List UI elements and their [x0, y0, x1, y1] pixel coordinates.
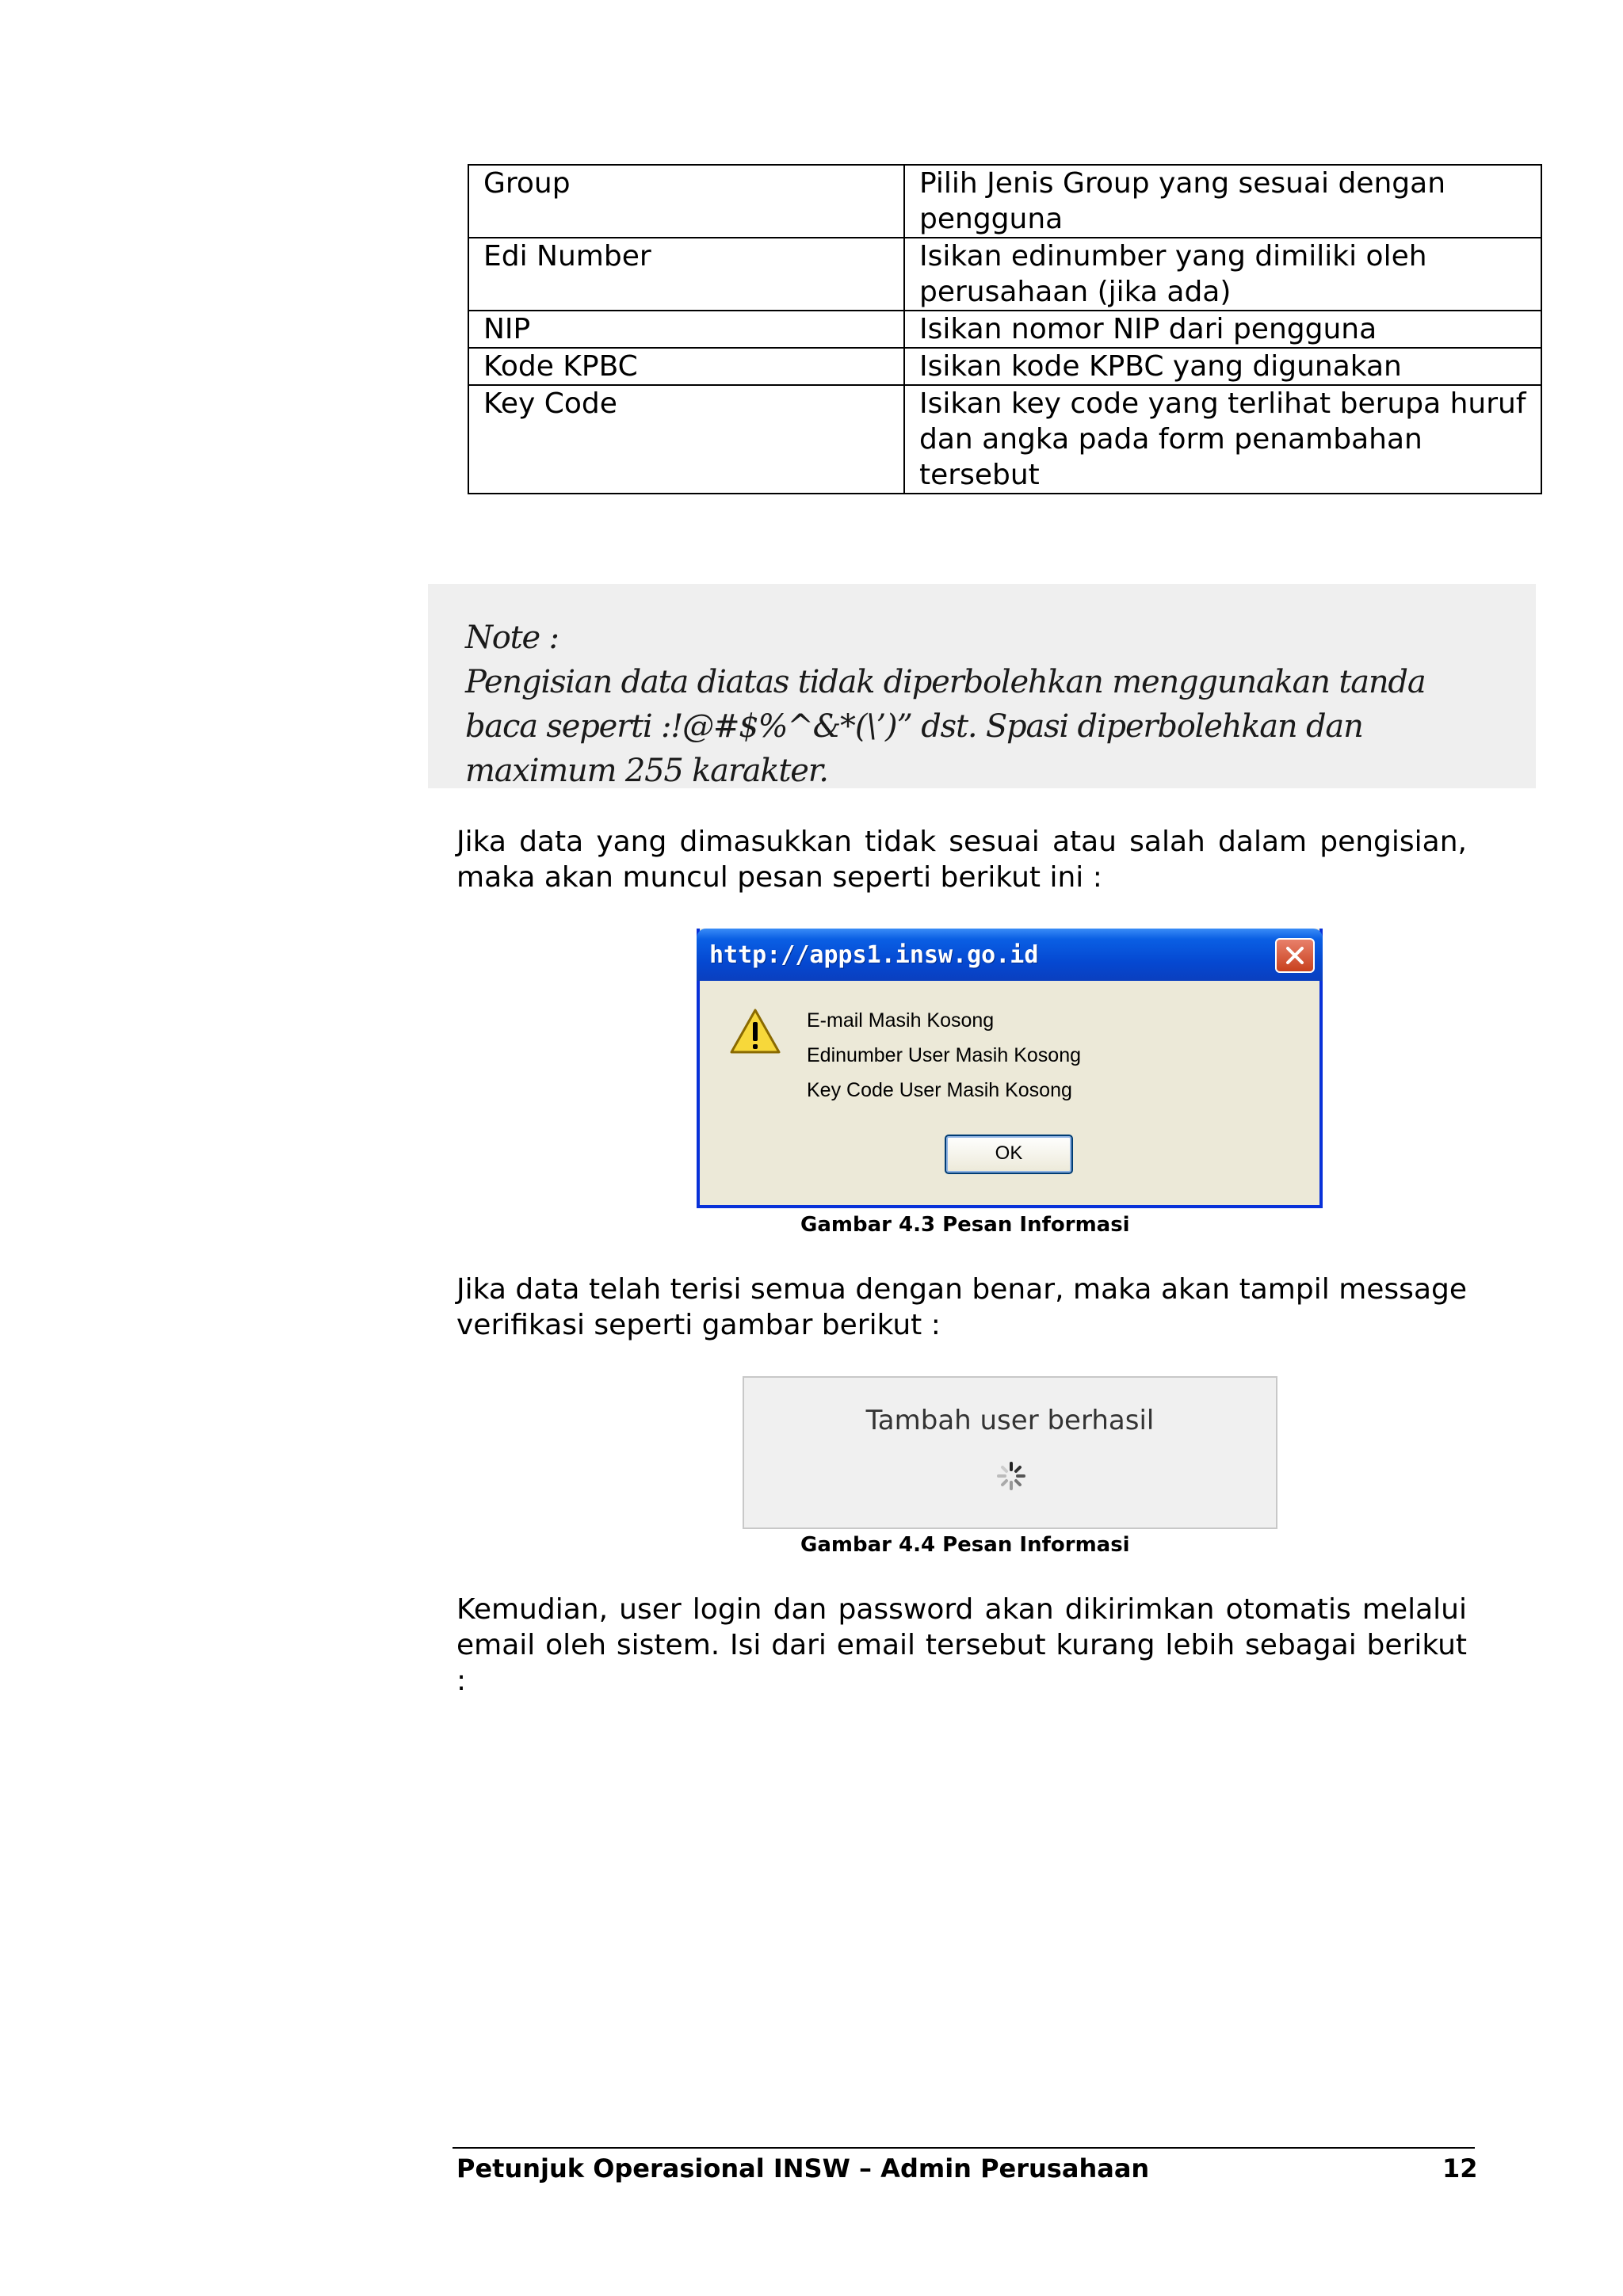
dialog-title: http://apps1.insw.go.id: [709, 941, 1039, 969]
dialog-titlebar: [697, 929, 1323, 981]
field-table: [468, 164, 1542, 494]
close-button[interactable]: [1275, 938, 1315, 973]
field-description: Isikan nomor NIP dari pengguna: [904, 311, 1541, 348]
toast-message: Tambah user berhasil: [865, 1405, 1155, 1436]
field-name: Kode KPBC: [468, 348, 904, 385]
dialog-message: Edinumber User Masih Kosong: [807, 1044, 1081, 1066]
field-name: Key Code: [468, 385, 904, 494]
field-name: Group: [468, 165, 904, 238]
loading-spinner-icon: [996, 1461, 1026, 1491]
field-description: Pilih Jenis Group yang sesuai dengan pengguna: [904, 165, 1541, 238]
field-description: Isikan kode KPBC yang digunakan: [904, 348, 1541, 385]
message-dialog: [697, 929, 1323, 1208]
invalid-data-paragraph: Jika data yang dimasukkan tidak sesuai atau salah dalam pengisian, maka akan muncul pesan seperti berikut ini :: [456, 826, 1467, 894]
valid-data-paragraph: Jika data telah terisi semua dengan benar, maka akan tampil message verifikasi seperti gambar berikut :: [456, 1273, 1467, 1341]
table-row: [468, 385, 1541, 494]
figure-caption: Gambar 4.3 Pesan Informasi: [800, 1213, 1130, 1237]
footer-divider: [453, 2147, 1475, 2149]
note-body: Pengisian data diatas tidak diperbolehkan menggunakan tanda baca seperti :!@#$%^&*(\’)” dst. Spasi diperbolehkan dan maximum 255 karakter.: [465, 664, 1426, 789]
table-row: [468, 238, 1541, 311]
ok-button[interactable]: OK: [945, 1135, 1073, 1174]
footer-title: Petunjuk Operasional INSW – Admin Perusahaan: [456, 2153, 1150, 2183]
table-row: [468, 348, 1541, 385]
field-description: Isikan edinumber yang dimiliki oleh perusahaan (jika ada): [904, 238, 1541, 311]
field-name: Edi Number: [468, 238, 904, 311]
success-toast: [743, 1376, 1277, 1529]
note-heading: Note :: [465, 620, 559, 656]
field-description: Isikan key code yang terlihat berupa huruf dan angka pada form penambahan tersebut: [904, 385, 1541, 494]
table-row: [468, 165, 1541, 238]
warning-icon: [729, 1008, 781, 1055]
dialog-message: Key Code User Masih Kosong: [807, 1079, 1072, 1101]
email-paragraph: Kemudian, user login dan password akan dikirimkan otomatis melalui email oleh sistem. Isi dari email tersebut kurang lebih sebagai berikut :: [456, 1593, 1467, 1697]
dialog-message: E-mail Masih Kosong: [807, 1009, 995, 1032]
note-box: [428, 584, 1536, 788]
figure-caption: Gambar 4.4 Pesan Informasi: [800, 1533, 1130, 1557]
close-icon: [1285, 945, 1305, 966]
page-number: 12: [1442, 2153, 1478, 2183]
field-name: NIP: [468, 311, 904, 348]
table-row: [468, 311, 1541, 348]
